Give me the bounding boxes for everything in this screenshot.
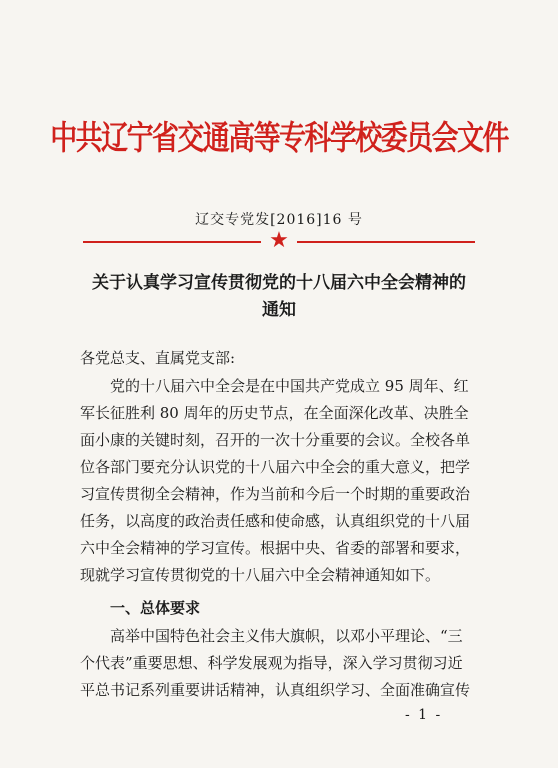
- org-document-title: 中共辽宁省交通高等专科学校委员会文件: [50, 118, 508, 157]
- notice-title-line: 通知: [262, 300, 296, 320]
- paragraph-line: 个代表”重要思想、科学发展观为指导，深入学习贯彻习近: [80, 654, 463, 672]
- star-icon: ★: [269, 228, 289, 253]
- section-heading: 一、总体要求: [110, 599, 201, 617]
- red-separator: [83, 228, 475, 253]
- salutation: 各党总支、直属党支部:: [80, 349, 236, 367]
- paragraph-line: 军长征胜利 80 周年的历史节点，在全面深化改革、决胜全: [80, 404, 469, 422]
- paragraph-line: 现就学习宣传贯彻党的十八届六中全会精神通知如下。: [80, 566, 441, 584]
- paragraph-line: 六中全会精神的学习宣传。根据中央、省委的部署和要求，: [80, 539, 471, 557]
- paragraph-2: [80, 623, 480, 704]
- document-number: 辽交专党发[2016]16 号: [195, 212, 363, 228]
- red-line-left: [83, 241, 261, 243]
- paragraph-line: 高举中国特色社会主义伟大旗帜，以邓小平理论、“三: [110, 627, 463, 645]
- page-number: - 1 -: [405, 707, 443, 723]
- red-line-right: [297, 241, 475, 243]
- notice-title: [60, 270, 498, 324]
- paragraph-line: 党的十八届六中全会是在中国共产党成立 95 周年、红: [110, 377, 469, 395]
- paragraph-line: 习宣传贯彻全会精神，作为当前和今后一个时期的重要政治: [80, 485, 471, 503]
- paragraph-line: 平总书记系列重要讲话精神，认真组织学习、全面准确宣传: [80, 681, 471, 699]
- paragraph-1: [80, 373, 480, 589]
- paragraph-line: 面小康的关键时刻，召开的一次十分重要的会议。全校各单: [80, 431, 471, 449]
- paragraph-line: 位各部门要充分认识党的十八届六中全会的重大意义，把学: [80, 458, 471, 476]
- notice-title-line: 关于认真学习宣传贯彻党的十八届六中全会精神的: [92, 273, 466, 293]
- paragraph-line: 任务，以高度的政治责任感和使命感，认真组织党的十八届: [80, 512, 471, 530]
